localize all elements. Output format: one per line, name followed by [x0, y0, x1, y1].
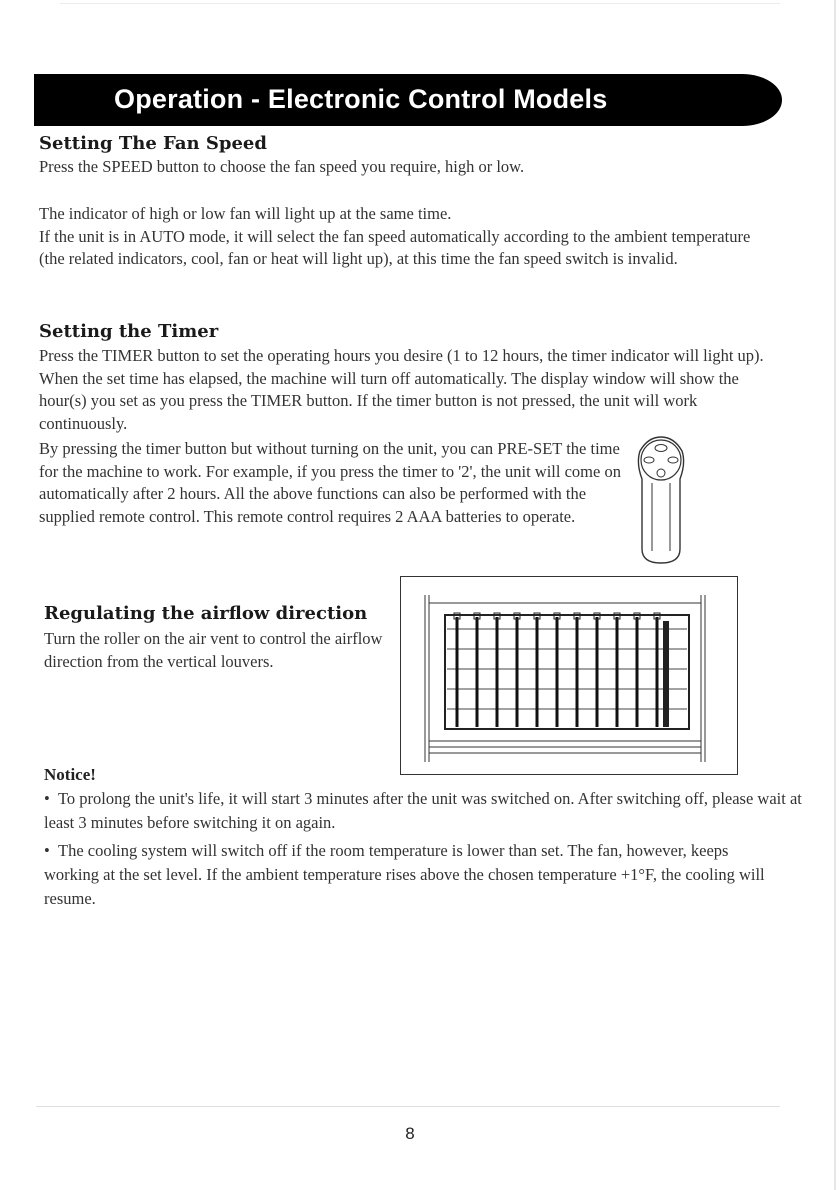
bullet-dot-icon: • — [44, 789, 50, 808]
remote-button-left — [644, 457, 654, 463]
air-vent-illustration — [400, 576, 738, 775]
air-vent-drawing — [401, 577, 737, 774]
notice-bullet-2 — [44, 839, 784, 911]
page-title: Operation - Electronic Control Models — [114, 84, 608, 114]
airflow-heading: Regulating the airflow direction — [44, 603, 368, 624]
timer-heading: Setting the Timer — [39, 321, 219, 342]
louver-group — [447, 613, 687, 727]
page-edge-shadow — [834, 0, 836, 1190]
notice-heading: Notice! — [44, 765, 96, 784]
footer-rule — [36, 1106, 780, 1107]
remote-button-pad — [641, 440, 681, 480]
page-number: 8 — [405, 1124, 415, 1143]
page-top-rule — [60, 3, 780, 4]
airflow-paragraph: Turn the roller on the air vent to control the airflow direction from the vertical louvers. — [44, 629, 383, 671]
fan-speed-heading: Setting The Fan Speed — [39, 133, 267, 154]
remote-control-illustration — [630, 433, 692, 567]
timer-paragraph-1: Press the TIMER button to set the operating hours you desire (1 to 12 hours, the timer indicator will light up). When the set time has elapsed, the machine will turn off automatically. The display window will show the hour(s) you set as you press the TIMER button. If the timer button is not pressed, the unit will work continuously. — [39, 346, 764, 433]
bullet-dot-icon: • — [44, 841, 50, 860]
fan-speed-paragraph-2: The indicator of high or low fan will light up at the same time. If the unit is in AUTO mode, it will select the fan speed automatically according to the ambient temperature (the related indicators, cool, fan or heat will light up), at this time the fan speed switch is invalid. — [39, 204, 751, 268]
remote-button-bottom — [657, 469, 665, 477]
timer-paragraph-2: By pressing the timer button but without turning on the unit, you can PRE-SET the time for the machine to work. For example, if you press the timer to '2', the unit will come on automatically after 2 hours. All the above functions can also be performed with the supplied remote control. This remote control requires 2 AAA batteries to operate. — [39, 439, 621, 526]
fan-speed-paragraph-1: Press the SPEED button to choose the fan speed you require, high or low. — [39, 157, 525, 176]
notice-bullet-1-text: To prolong the unit's life, it will start 3 minutes after the unit was switched on. After switching off, please wait at least 3 minutes before switching it on again. — [44, 789, 802, 832]
vent-grille-frame — [445, 615, 689, 729]
notice-bullet-1 — [44, 787, 804, 835]
remote-button-right — [668, 457, 678, 463]
remote-button-top — [655, 445, 667, 452]
title-banner — [34, 74, 782, 126]
vent-roller — [663, 621, 669, 727]
notice-bullet-2-text: The cooling system will switch off if the room temperature is lower than set. The fan, however, keeps working at the set level. If the ambient temperature rises above the chosen temperature +1°F, the cooling will resume. — [44, 841, 765, 908]
remote-body — [638, 437, 683, 563]
